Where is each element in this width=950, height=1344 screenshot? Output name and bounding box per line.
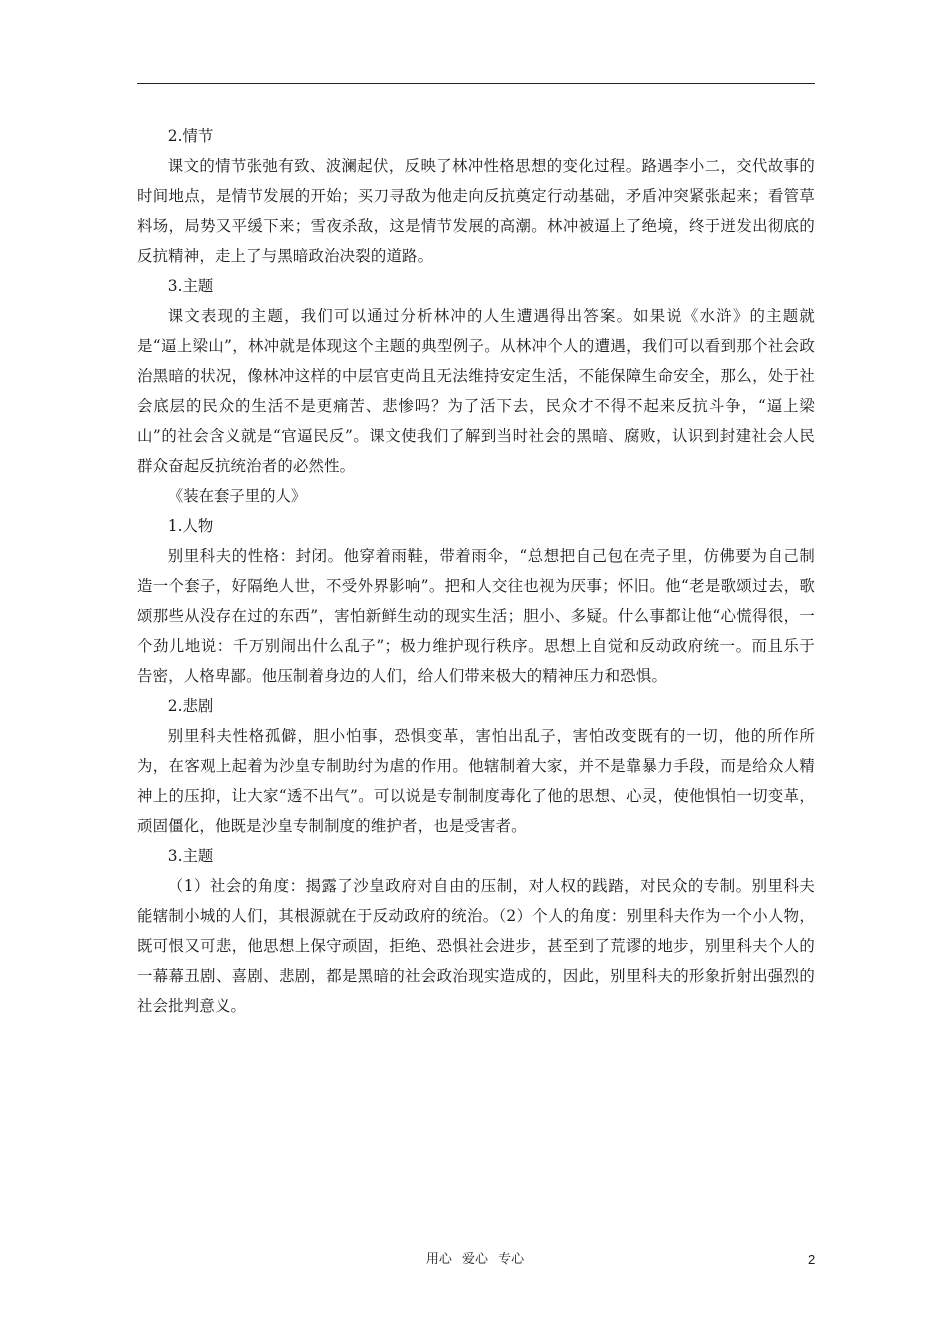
character-heading: 1.人物 <box>167 517 214 535</box>
article-title: 《装在套子里的人》 <box>167 487 307 505</box>
theme2-paragraph: （1）社会的角度：揭露了沙皇政府对自由的压制，对人权的践踏，对民众的专制。别里科夫能辖制小城的人们，其根源就在于反动政府的统治。（2）个人的角度：别里科夫作为一个小人物，既可恨又可悲，他思想上保守顽固，拒绝、恐惧社会进步，甚至到了荒谬的地步，别里科夫个人的一幕幕丑剧、喜剧、悲剧，都是黑暗的社会政治现实造成的，因此，别里科夫的形象折射出强烈的社会批判意义。 <box>137 877 815 1015</box>
page-number: 2 <box>808 1252 816 1267</box>
tragedy-heading: 2.悲剧 <box>167 697 214 715</box>
tragedy-paragraph: 别里科夫性格孤僻，胆小怕事，恐惧变革，害怕出乱子，害怕改变既有的一切，他的所作所为，在客观上起着为沙皇专制助纣为虐的作用。他辖制着大家，并不是靠暴力手段，而是给众人精神上的压抑，让大家“透不出气”。可以说是专制制度毒化了他的思想、心灵，使他惧怕一切变革，顽固僵化，他既是沙皇专制制度的维护者，也是受害者。 <box>137 727 815 835</box>
theme2-heading: 3.主题 <box>167 847 214 865</box>
theme-paragraph: 课文表现的主题，我们可以通过分析林冲的人生遭遇得出答案。如果说《水浒》的主题就是“逼上梁山”，林冲就是体现这个主题的典型例子。从林冲个人的遭遇，我们可以看到那个社会政治黑暗的状况，像林冲这样的中层官吏尚且无法维持安定生活，不能保障生命安全，那么，处于社会底层的民众的生活不是更痛苦、悲惨吗？为了活下去，民众才不得不起来反抗斗争，“逼上梁山”的社会含义就是“官逼民反”。课文使我们了解到当时社会的黑暗、腐败，认识到封建社会人民群众奋起反抗统治者的必然性。 <box>137 307 815 475</box>
header-rule <box>137 83 815 84</box>
footer-motto: 用心 爱心 专心 <box>425 1252 525 1267</box>
plot-paragraph: 课文的情节张弛有致、波澜起伏，反映了林冲性格思想的变化过程。路遇李小二，交代故事的时间地点，是情节发展的开始；买刀寻敌为他走向反抗奠定行动基础，矛盾冲突紧张起来；看管草料场，局势又平缓下来；雪夜杀敌，这是情节发展的高潮。林冲被逼上了绝境，终于迸发出彻底的反抗精神，走上了与黑暗政治决裂的道路。 <box>137 157 815 265</box>
page-content <box>137 121 815 1021</box>
theme-heading: 3.主题 <box>167 277 214 295</box>
plot-heading: 2.情节 <box>167 127 214 145</box>
character-paragraph: 别里科夫的性格：封闭。他穿着雨鞋，带着雨伞，“总想把自己包在壳子里，仿佛要为自己制造一个套子，好隔绝人世，不受外界影响”。把和人交往也视为厌事；怀旧。他“老是歌颂过去，歌颂那些从没存在过的东西”，害怕新鲜生动的现实生活；胆小、多疑。什么事都让他“心慌得很，一个劲儿地说：千万别闹出什么乱子”；极力维护现行秩序。思想上自觉和反动政府统一。而且乐于告密，人格卑鄙。他压制着身边的人们，给人们带来极大的精神压力和恐惧。 <box>137 547 815 685</box>
